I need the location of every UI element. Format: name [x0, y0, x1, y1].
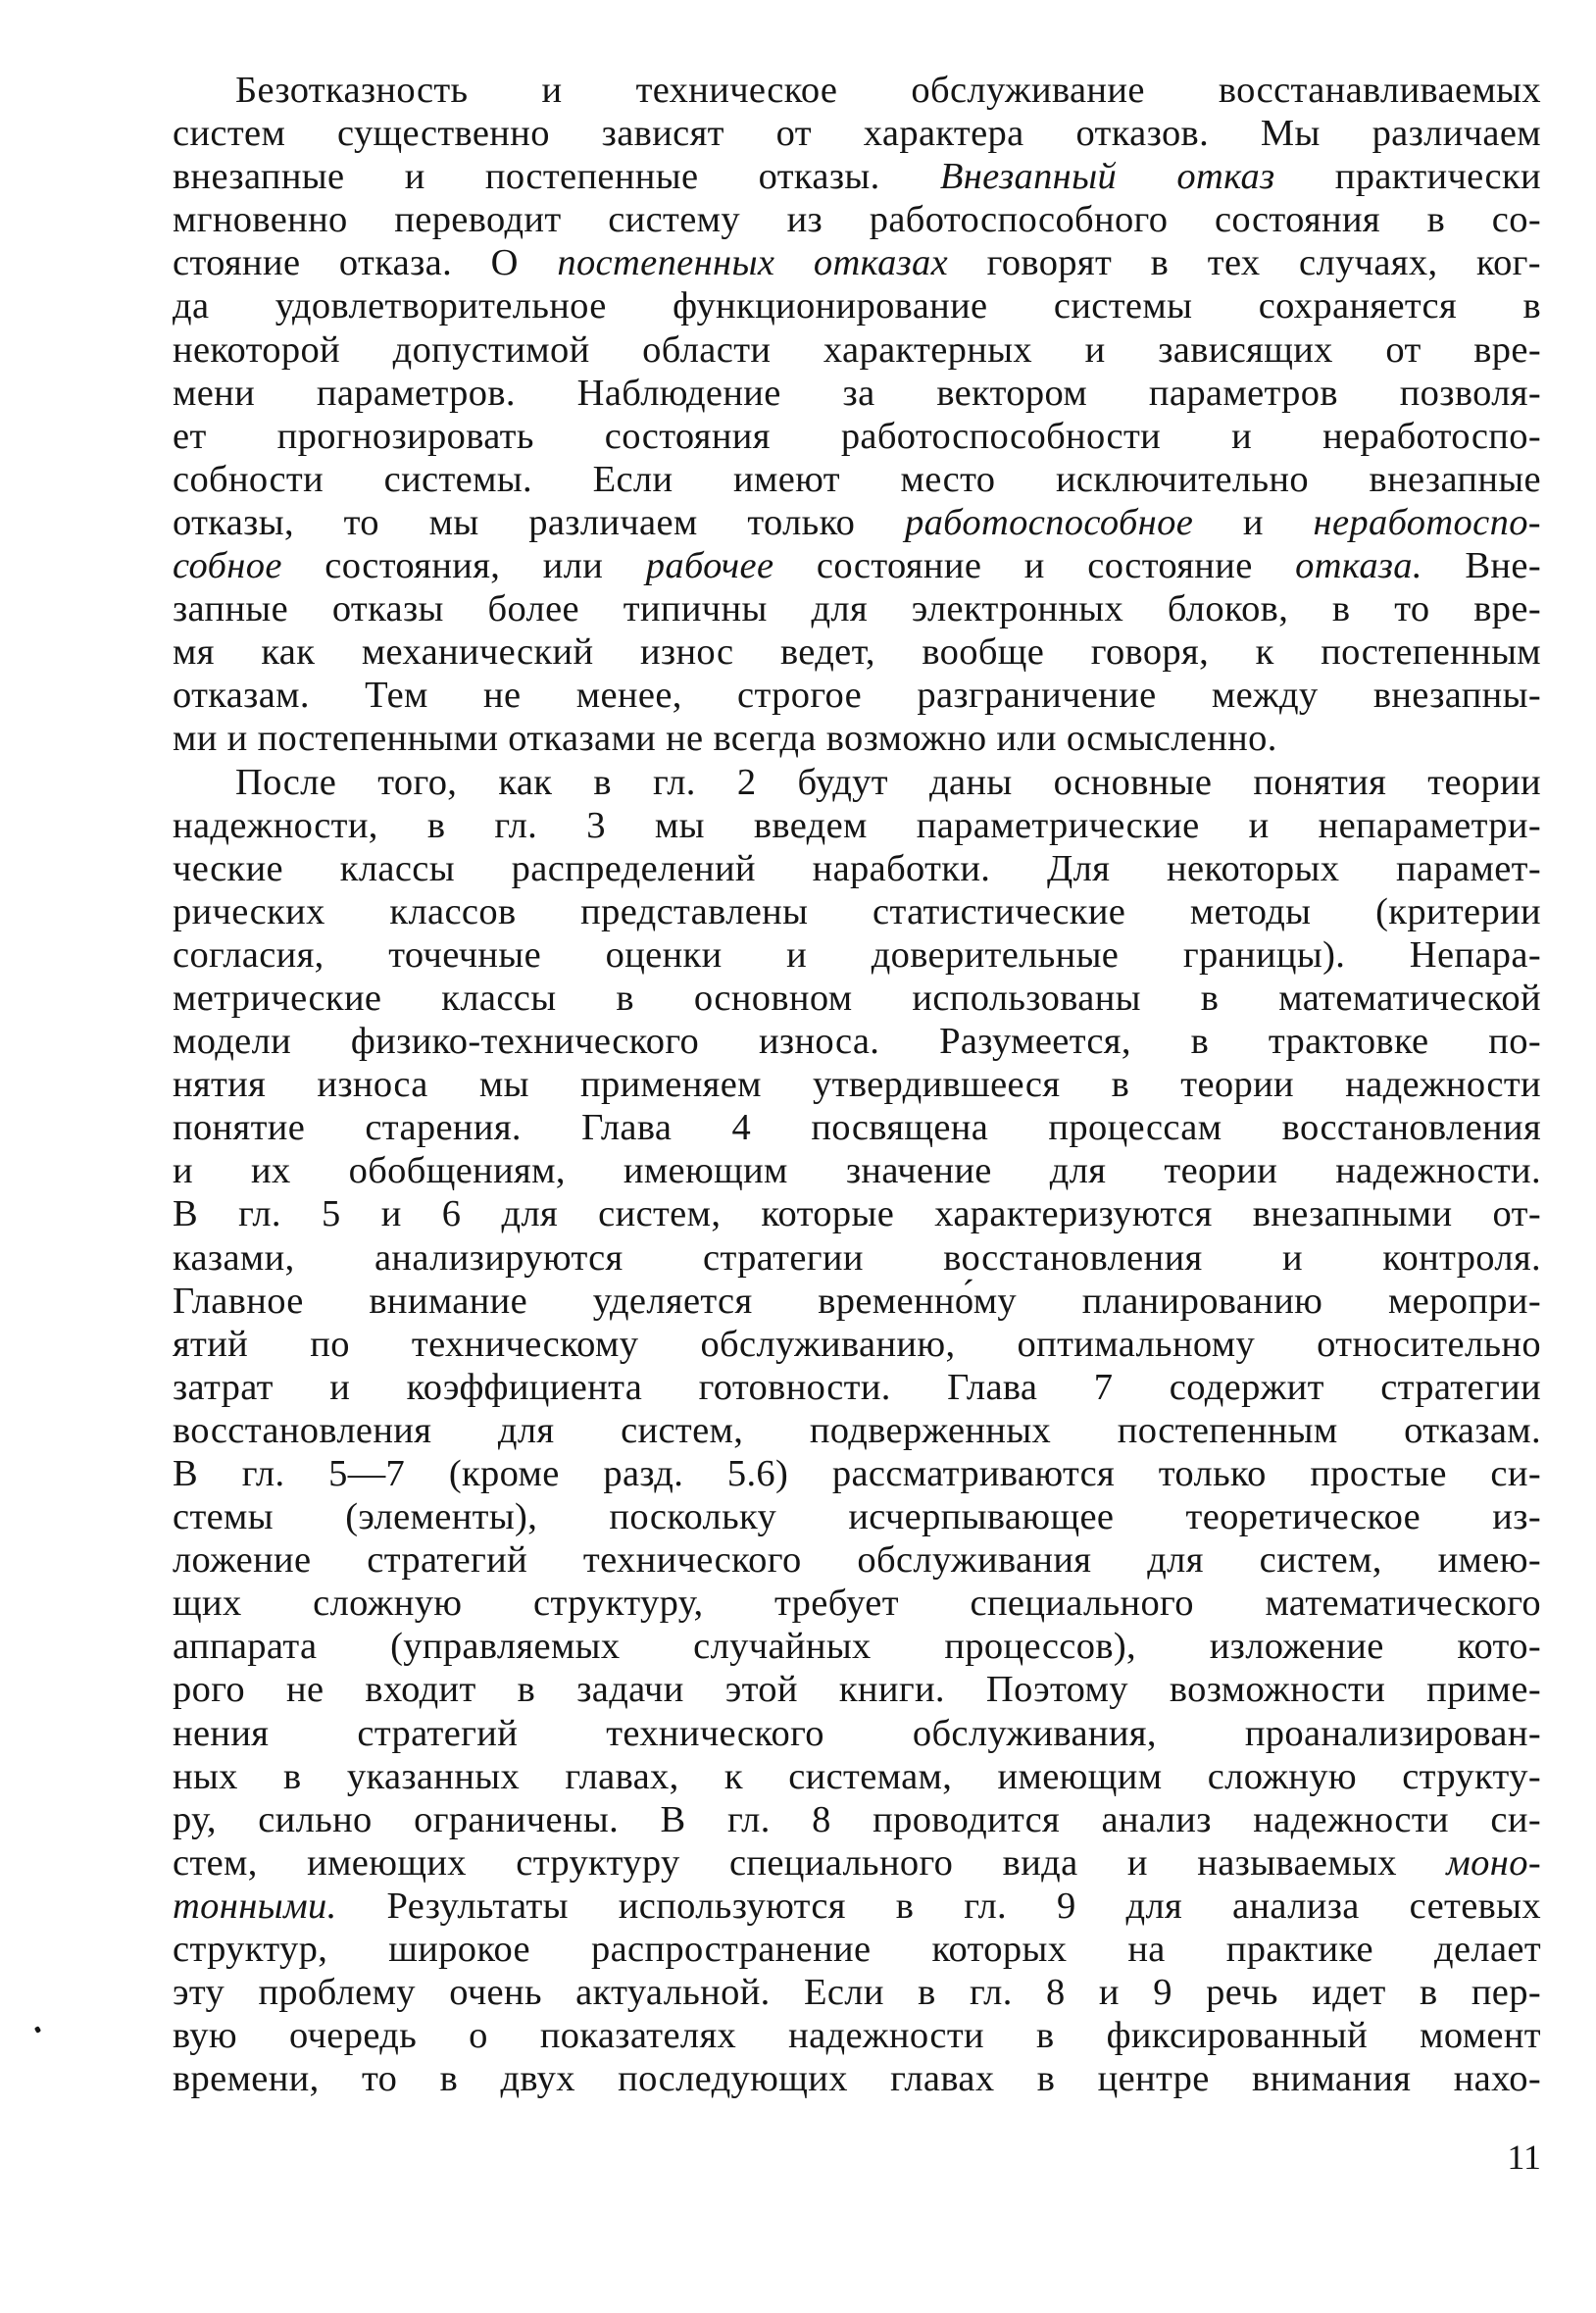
- text-line: отказы, то мы различаем только работоспособное и неработоспо-: [173, 501, 1541, 543]
- text-line: стояние отказа. О постепенных отказах говорят в тех случаях, ког-: [173, 242, 1541, 284]
- emphasis: отказа.: [1295, 545, 1422, 587]
- page-number: 11: [1507, 2137, 1541, 2177]
- emphasis: постепенных отказах: [557, 242, 949, 284]
- text-line: мя как механический износ ведет, вообще говоря, к постепенным: [173, 631, 1541, 674]
- text-line: После того, как в гл. 2 будут даны основные понятия теории: [235, 761, 1541, 803]
- text-line: вую очередь о показателях надежности в фиксированный момент: [173, 2015, 1541, 2057]
- text-line: стем, имеющих структуру специального вида и называемых моно-: [173, 1841, 1541, 1884]
- text-line: времени, то в двух последующих главах в центре внимания нахо-: [173, 2058, 1541, 2100]
- text-line: структур, широкое распространение которых на практике делает: [173, 1929, 1541, 1971]
- margin-mark: [34, 2026, 41, 2034]
- text-line: внезапные и постепенные отказы. Внезапный отказ практически: [173, 156, 1542, 198]
- text-line: модели физико-технического износа. Разумеется, в трактовке по-: [173, 1021, 1541, 1063]
- text-line: нения стратегий технического обслуживания, проанализирован-: [173, 1712, 1541, 1754]
- text-line: рических классов представлены статистические методы (критерии: [173, 890, 1541, 932]
- text-line: ных в указанных главах, к системам, имеющим сложную структу-: [173, 1755, 1541, 1797]
- text-line: и их обобщениям, имеющим значение для теории надежности.: [173, 1150, 1541, 1192]
- text-line: да удовлетворительное функционирование системы сохраняется в: [173, 285, 1541, 327]
- text-line: В гл. 5—7 (кроме разд. 5.6) рассматриваются только простые си-: [173, 1453, 1541, 1494]
- text-line: Безотказность и техническое обслуживание восстанавливаемых: [235, 70, 1541, 111]
- text-line: собности системы. Если имеют место исключительно внезапные: [173, 458, 1541, 500]
- text-line: согласия, точечные оценки и доверительные границы). Непара-: [173, 933, 1541, 976]
- text-line: Главное внимание уделяется временно́му планированию меропри-: [173, 1280, 1541, 1322]
- text-line: ру, сильно ограничены. В гл. 8 проводится анализ надежности си-: [173, 1798, 1541, 1840]
- body-text: [173, 69, 1541, 2100]
- text-line: тонными. Результаты используются в гл. 9 для анализа сетевых: [173, 1885, 1541, 1927]
- text-line: надежности, в гл. 3 мы введем параметрические и непараметри-: [173, 804, 1541, 846]
- text-line: эту проблему очень актуальной. Если в гл. 8 и 9 речь идет в пер-: [173, 1972, 1541, 2014]
- text-line: ми и постепенными отказами не всегда возможно или осмысленно.: [173, 718, 1277, 760]
- text-line: мгновенно переводит систему из работоспособного состояния в со-: [173, 199, 1541, 241]
- emphasis: тонными.: [173, 1885, 337, 1927]
- text-line: ческие классы распределений наработки. Для некоторых парамет-: [173, 847, 1541, 889]
- text-line: рого не входит в задачи этой книги. Поэтому возможности приме-: [173, 1669, 1541, 1711]
- emphasis: собное: [173, 545, 282, 587]
- text-line: восстановления для систем, подверженных постепенным отказам.: [173, 1409, 1541, 1451]
- emphasis: Внезапный отказ: [939, 156, 1275, 198]
- text-line: собное состояния, или рабочее состояние и состояние отказа. Вне-: [173, 545, 1541, 587]
- text-line: ет прогнозировать состояния работоспособности и неработоспо-: [173, 415, 1541, 457]
- text-line: казами, анализируются стратегии восстановления и контроля.: [173, 1236, 1541, 1279]
- text-line: метрические классы в основном использованы в математической: [173, 977, 1541, 1019]
- text-line: понятие старения. Глава 4 посвящена процессам восстановления: [173, 1107, 1541, 1149]
- text-line: некоторой допустимой области характерных и зависящих от вре-: [173, 328, 1541, 371]
- emphasis: работоспособное: [904, 501, 1194, 543]
- emphasis: рабочее: [645, 545, 774, 587]
- text-line: отказам. Тем не менее, строгое разграничение между внезапны-: [173, 675, 1541, 717]
- emphasis: моно-: [1446, 1841, 1541, 1884]
- text-line: систем существенно зависят от характера отказов. Мы различаем: [173, 113, 1541, 155]
- text-line: затрат и коэффициента готовности. Глава 7 содержит стратегии: [173, 1366, 1541, 1408]
- text-line: щих сложную структуру, требует специального математического: [173, 1583, 1541, 1625]
- text-line: В гл. 5 и 6 для систем, которые характеризуются внезапными от-: [173, 1193, 1541, 1235]
- text-line: стемы (элементы), поскольку исчерпывающее теоретическое из-: [173, 1496, 1541, 1538]
- text-line: ложение стратегий технического обслуживания для систем, имею-: [173, 1539, 1541, 1582]
- text-line: мени параметров. Наблюдение за вектором параметров позволя-: [173, 372, 1541, 414]
- text-line: запные отказы более типичны для электронных блоков, в то вре-: [173, 588, 1541, 630]
- text-line: ятий по техническому обслуживанию, оптимальному относительно: [173, 1323, 1541, 1365]
- text-line: нятия износа мы применяем утвердившееся в теории надежности: [173, 1064, 1541, 1106]
- emphasis: неработоспо-: [1313, 501, 1541, 543]
- text-line: аппарата (управляемых случайных процессов), изложение кото-: [173, 1626, 1541, 1668]
